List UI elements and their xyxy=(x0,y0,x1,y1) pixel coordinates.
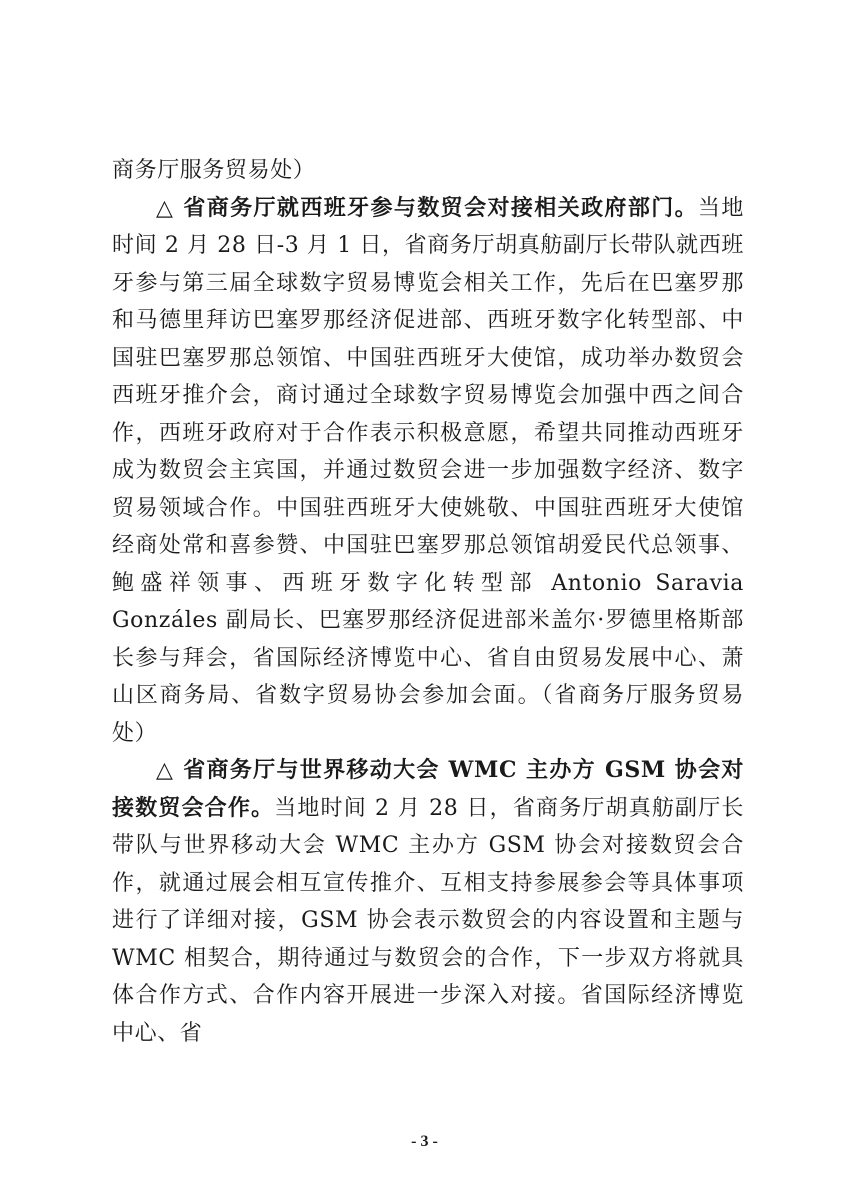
paragraph-wmc-gsm xyxy=(112,752,744,1052)
paragraph-continuation xyxy=(112,152,744,190)
paragraph-heading: △ 省商务厅就西班牙参与数贸会对接相关政府部门。 xyxy=(156,194,698,221)
paragraph-body: 当地时间 2 月 28 日-3 月 1 日，省商务厅胡真舫副厅长带队就西班牙参与第三届全球数字贸易博览会相关工作，先后在巴塞罗那和马德里拜访巴塞罗那经济促进部、西班牙数字化转型部、中国驻巴塞罗那总领馆、中国驻西班牙大使馆，成功举办数贸会西班牙推介会，商讨通过全球数字贸易博览会加强中西之间合作，西班牙政府对于合作表示积极意愿，希望共同推动西班牙成为数贸会主宾国，并通过数贸会进一步加强数字经济、数字贸易领域合作。中国驻西班牙大使姚敬、中国驻西班牙大使馆经商处常和喜参赞、中国驻巴塞罗那总领馆胡爱民代总领事、鲍盛祥领事、西班牙数字化转型部 Antonio Saravia Gonzáles 副局长、巴塞罗那经济促进部米盖尔·罗德里格斯部长参与拜会，省国际经济博览中心、省自由贸易发展中心、萧山区商务局、省数字贸易协会参加会面。（省商务厅服务贸易处） xyxy=(112,195,744,746)
document-body xyxy=(112,152,744,1052)
paragraph-body: 商务厅服务贸易处） xyxy=(112,158,316,183)
page-number: - 3 - xyxy=(411,1133,438,1150)
paragraph-heading: △ 省商务厅与世界移动大会 WMC 主办方 GSM 协会对接数贸会合作。 xyxy=(112,757,744,821)
paragraph-body: 当地时间 2 月 28 日，省商务厅胡真舫副厅长带队与世界移动大会 WMC 主办方 GSM 协会对接数贸会合作，就通过展会相互宣传推介、互相支持参展参会等具体事项进行了详细对接，GSM 协会表示数贸会的内容设置和主题与 WMC 相契合，期待通过与数贸会的合作，下一步双方将就具体合作方式、合作内容开展进一步深入对接。省国际经济博览中心、省 xyxy=(112,795,744,1046)
paragraph-spain-government xyxy=(112,190,744,753)
